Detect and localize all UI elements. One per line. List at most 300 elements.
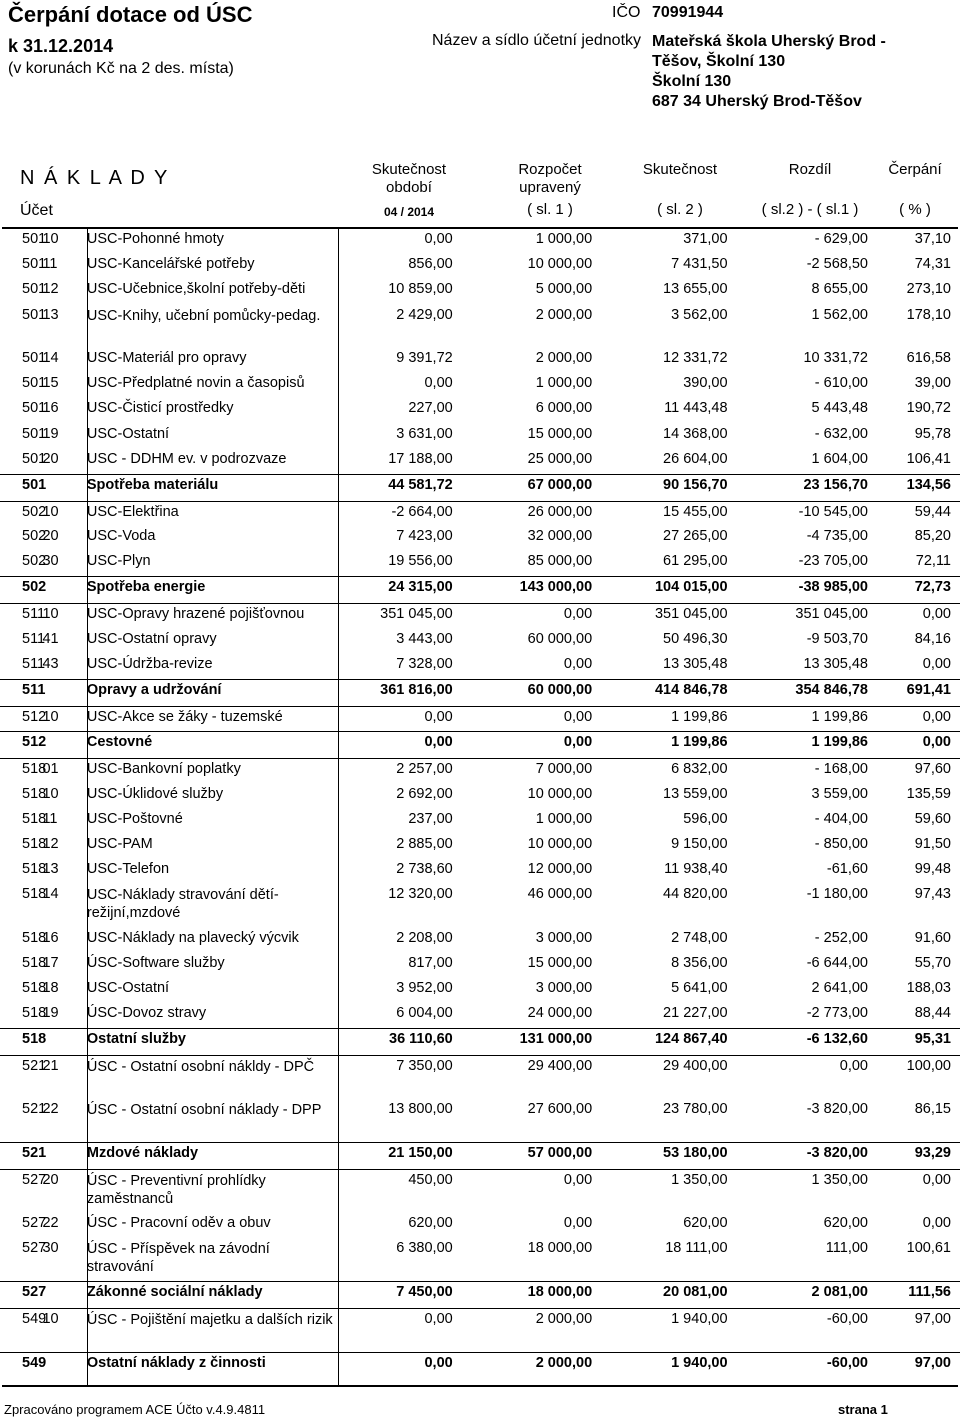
table-row xyxy=(0,1170,960,1214)
percent-value: 97,00 xyxy=(914,1311,951,1328)
actual-period-value: 19 556,00 xyxy=(388,553,453,570)
percent-value: 97,00 xyxy=(914,1354,951,1371)
percent-value: 0,00 xyxy=(922,655,951,672)
account-analytic: 11 xyxy=(42,256,58,273)
account-analytic: 12 xyxy=(42,281,59,298)
percent-value: 74,31 xyxy=(914,256,951,273)
col2-header-line1: Rozpočet xyxy=(518,161,582,178)
percent-value: 100,61 xyxy=(906,1240,951,1257)
difference-value: 111,00 xyxy=(825,1240,868,1257)
account-synthetic: 501 xyxy=(22,281,47,298)
difference-value: -38 985,00 xyxy=(798,579,868,596)
percent-value: 72,11 xyxy=(915,553,951,570)
actual-value: 27 265,00 xyxy=(663,528,728,545)
actual-period-value: 12 320,00 xyxy=(388,886,453,903)
table-row xyxy=(0,279,960,304)
table-row xyxy=(0,1213,960,1238)
actual-value: 6 832,00 xyxy=(671,760,728,777)
actual-value: 104 015,00 xyxy=(654,579,728,596)
table-row xyxy=(0,254,960,279)
account-analytic: 13 xyxy=(42,306,59,323)
budget-value: 1 000,00 xyxy=(535,810,593,827)
account-synthetic: 527 xyxy=(22,1284,47,1301)
budget-value: 46 000,00 xyxy=(527,886,593,903)
difference-value: -60,00 xyxy=(826,1354,868,1371)
actual-value: 1 199,86 xyxy=(671,733,728,750)
percent-value: 95,31 xyxy=(914,1031,951,1047)
difference-value: - 632,00 xyxy=(814,425,868,442)
difference-value: - 629,00 xyxy=(814,231,868,247)
actual-period-value: 2 429,00 xyxy=(396,306,453,323)
difference-value: 10 331,72 xyxy=(803,350,868,367)
difference-value: -2 773,00 xyxy=(806,1005,868,1022)
actual-value: 12 331,72 xyxy=(663,350,728,367)
footer-program: Zpracováno programem ACE Účto v.4.9.4811 xyxy=(4,1402,266,1417)
account-synthetic: 518 xyxy=(22,835,47,852)
difference-value: -61,60 xyxy=(826,861,868,878)
budget-value: 1 000,00 xyxy=(535,231,593,247)
account-analytic xyxy=(42,474,86,501)
budget-value: 24 000,00 xyxy=(527,1005,593,1022)
account-analytic: 19 xyxy=(42,1005,59,1022)
account-analytic: 14 xyxy=(42,350,59,367)
actual-period-value: 6 004,00 xyxy=(396,1005,453,1022)
difference-value: -10 545,00 xyxy=(798,503,868,520)
difference-value: - 168,00 xyxy=(814,760,868,777)
percent-value: 97,60 xyxy=(914,760,951,777)
table-row xyxy=(0,1003,960,1028)
difference-value: -9 503,70 xyxy=(806,630,868,647)
actual-value: 26 604,00 xyxy=(663,450,728,467)
account-synthetic: 511 xyxy=(22,681,46,698)
account-analytic: 20 xyxy=(42,528,59,545)
budget-value: 25 000,00 xyxy=(527,450,593,467)
budget-value: 85 000,00 xyxy=(527,553,593,570)
account-synthetic: 549 xyxy=(22,1311,47,1328)
org-address xyxy=(652,32,886,112)
actual-value: 11 938,40 xyxy=(664,861,728,878)
percent-value: 72,73 xyxy=(914,579,951,596)
account-analytic: 16 xyxy=(42,400,59,417)
subtotal-row xyxy=(0,1029,960,1056)
subtotal-row xyxy=(0,577,960,604)
actual-period-value: 0,00 xyxy=(424,733,453,750)
account-synthetic: 511 xyxy=(22,630,46,647)
difference-value: 2 641,00 xyxy=(811,980,868,997)
account-name: USC-PAM xyxy=(86,835,153,852)
units-note: (v korunách Kč na 2 des. místa) xyxy=(8,60,234,77)
actual-value: 1 199,86 xyxy=(671,708,728,725)
account-analytic: 30 xyxy=(42,553,59,570)
cost-table xyxy=(0,229,960,1379)
table-row xyxy=(0,706,960,731)
difference-value: 354 846,78 xyxy=(795,681,868,698)
account-analytic: 22 xyxy=(42,1215,59,1231)
difference-value: 5 443,48 xyxy=(811,400,868,417)
org-line: Školní 130 xyxy=(652,73,732,90)
difference-value: -3 820,00 xyxy=(806,1101,868,1117)
account-name: Cestovné xyxy=(86,733,153,750)
actual-period-value: 7 423,00 xyxy=(396,528,453,545)
table-row xyxy=(0,501,960,526)
account-synthetic: 518 xyxy=(22,929,47,946)
budget-value: 3 000,00 xyxy=(535,980,593,997)
account-analytic: 13 xyxy=(42,861,59,878)
difference-value: -1 180,00 xyxy=(806,886,868,903)
account-name: Ostatní náklady z činnosti xyxy=(86,1354,266,1371)
account-analytic: 30 xyxy=(42,1240,59,1257)
difference-value: -6 132,60 xyxy=(806,1031,868,1047)
actual-value: 61 295,00 xyxy=(663,553,728,570)
percent-value: 135,59 xyxy=(906,785,951,802)
actual-period-value: 2 692,00 xyxy=(396,785,453,802)
percent-value: 85,20 xyxy=(914,528,951,545)
org-line: 687 34 Uherský Brod-Těšov xyxy=(652,93,862,110)
account-name: USC-Učebnice,školní potřeby-děti xyxy=(86,281,306,298)
actual-period-value: 3 443,00 xyxy=(396,630,453,647)
account-synthetic: 518 xyxy=(22,954,47,971)
col4-header xyxy=(745,161,875,219)
percent-value: 178,10 xyxy=(906,306,951,323)
percent-value: 88,44 xyxy=(914,1005,951,1022)
actual-value: 29 400,00 xyxy=(663,1058,728,1074)
budget-value: 15 000,00 xyxy=(527,425,593,442)
account-synthetic: 518 xyxy=(22,980,47,997)
actual-period-value: 856,00 xyxy=(408,256,453,273)
actual-value: 23 780,00 xyxy=(663,1101,728,1117)
actual-period-value: 2 208,00 xyxy=(396,929,453,946)
percent-value: 111,56 xyxy=(908,1284,951,1301)
account-synthetic: 518 xyxy=(22,1031,47,1047)
account-name: USC-Kancelářské potřeby xyxy=(86,256,255,273)
actual-value: 11 443,48 xyxy=(664,400,728,417)
difference-value: 13 305,48 xyxy=(803,655,868,672)
difference-value: -6 644,00 xyxy=(806,954,868,971)
account-analytic: 20 xyxy=(42,1172,59,1188)
account-synthetic: 511 xyxy=(22,655,46,672)
percent-value: 59,44 xyxy=(914,503,951,520)
account-synthetic: 501 xyxy=(22,306,47,323)
actual-period-value: 3 631,00 xyxy=(396,425,453,442)
actual-value: 1 940,00 xyxy=(671,1354,728,1371)
account-synthetic: 502 xyxy=(22,503,47,520)
section-heading: N Á K L A D Y xyxy=(20,167,170,189)
account-analytic: 10 xyxy=(42,1311,59,1328)
budget-value: 0,00 xyxy=(563,606,593,623)
percent-value: 39,00 xyxy=(914,375,951,392)
account-name: USC-Čisticí prostředky xyxy=(86,400,234,417)
difference-value: 351 045,00 xyxy=(795,606,868,623)
account-analytic xyxy=(42,1029,86,1056)
actual-value: 53 180,00 xyxy=(663,1145,728,1161)
actual-value: 13 305,48 xyxy=(663,655,728,672)
account-analytic: 10 xyxy=(42,708,59,725)
percent-value: 100,00 xyxy=(906,1058,951,1074)
account-analytic: 10 xyxy=(42,785,59,802)
difference-value: 3 559,00 xyxy=(811,785,868,802)
budget-value: 67 000,00 xyxy=(527,476,593,493)
actual-value: 1 350,00 xyxy=(671,1172,728,1188)
budget-value: 10 000,00 xyxy=(527,785,593,802)
col4-sub: ( sl.2 ) - ( sl.1 ) xyxy=(761,201,859,218)
difference-value: 1 604,00 xyxy=(811,450,868,467)
account-name: USC-Materiál pro opravy xyxy=(86,350,247,367)
budget-value: 29 400,00 xyxy=(527,1058,593,1074)
actual-period-value: 237,00 xyxy=(408,810,453,827)
account-name: USC-Plyn xyxy=(86,553,151,570)
table-row xyxy=(0,348,960,373)
account-name: Opravy a udržování xyxy=(86,681,222,698)
actual-value: 596,00 xyxy=(683,810,728,827)
table-bottom-rule xyxy=(2,1385,958,1387)
difference-value: -60,00 xyxy=(826,1311,868,1328)
account-synthetic: 518 xyxy=(22,760,47,777)
difference-value: 620,00 xyxy=(823,1215,868,1231)
actual-value: 390,00 xyxy=(683,375,728,392)
account-synthetic: 518 xyxy=(22,861,47,878)
budget-value: 2 000,00 xyxy=(535,1354,593,1371)
percent-value: 616,58 xyxy=(906,350,951,367)
account-name: USC-Elektřina xyxy=(86,503,179,520)
percent-value: 188,03 xyxy=(906,980,951,997)
budget-value: 10 000,00 xyxy=(527,835,593,852)
account-name: ÚSC - Příspěvek na závodní stravování xyxy=(86,1241,270,1276)
budget-value: 7 000,00 xyxy=(535,760,593,777)
account-synthetic: 501 xyxy=(22,350,47,367)
actual-period-value: 17 188,00 xyxy=(388,450,453,467)
actual-value: 21 227,00 xyxy=(663,1005,728,1022)
account-synthetic: 518 xyxy=(22,886,47,903)
col3-sub: ( sl. 2 ) xyxy=(657,201,703,218)
col5-header-line1: Čerpání xyxy=(888,161,942,178)
budget-value: 27 600,00 xyxy=(527,1101,593,1117)
account-synthetic: 502 xyxy=(22,553,47,570)
account-synthetic: 521 xyxy=(22,1101,47,1117)
difference-value: - 610,00 xyxy=(814,375,868,392)
actual-period-value: 9 391,72 xyxy=(396,350,453,367)
account-synthetic: 501 xyxy=(22,256,47,273)
account-name: USC-Úklidové služby xyxy=(86,785,224,802)
actual-period-value: 620,00 xyxy=(408,1215,453,1231)
account-name: USC-Ostatní opravy xyxy=(86,630,217,647)
table-row xyxy=(0,978,960,1003)
account-analytic: 12 xyxy=(42,835,59,852)
table-row xyxy=(0,424,960,449)
account-synthetic: 512 xyxy=(22,733,47,750)
table-row xyxy=(0,604,960,629)
account-synthetic: 501 xyxy=(22,400,47,417)
account-analytic: 10 xyxy=(42,606,59,623)
account-synthetic: 521 xyxy=(22,1145,47,1161)
account-analytic xyxy=(42,731,86,758)
budget-value: 0,00 xyxy=(563,1172,593,1188)
table-row xyxy=(0,229,960,254)
actual-value: 3 562,00 xyxy=(671,306,728,323)
document-title: Čerpání dotace od ÚSC xyxy=(8,2,253,27)
actual-period-value: 2 257,00 xyxy=(396,760,453,777)
table-row xyxy=(0,758,960,783)
account-name: ÚSC - Pojištění majetku a dalších rizik xyxy=(86,1312,333,1329)
actual-period-value: 7 450,00 xyxy=(396,1284,453,1301)
actual-value: 620,00 xyxy=(683,1215,728,1231)
difference-value: 0,00 xyxy=(839,1058,868,1074)
budget-value: 26 000,00 xyxy=(527,503,593,520)
table-row xyxy=(0,784,960,809)
page-number: strana 1 xyxy=(838,1402,888,1417)
account-name: Mzdové náklady xyxy=(86,1145,199,1161)
table-row xyxy=(0,449,960,474)
account-column-header: Účet xyxy=(20,202,53,219)
actual-value: 5 641,00 xyxy=(671,980,728,997)
percent-value: 273,10 xyxy=(906,281,951,298)
budget-value: 0,00 xyxy=(563,733,593,750)
table-row xyxy=(0,884,960,928)
actual-value: 44 820,00 xyxy=(663,886,728,903)
account-analytic: 22 xyxy=(42,1101,59,1117)
subtotal-row xyxy=(0,1352,960,1379)
percent-value: 37,10 xyxy=(914,231,951,247)
budget-value: 143 000,00 xyxy=(519,579,593,596)
subtotal-row xyxy=(0,731,960,758)
budget-value: 12 000,00 xyxy=(527,861,593,878)
percent-value: 0,00 xyxy=(922,606,951,623)
col5-sub: ( % ) xyxy=(899,201,931,218)
percent-value: 0,00 xyxy=(922,1215,951,1231)
actual-period-value: 227,00 xyxy=(408,400,453,417)
table-row xyxy=(0,809,960,834)
account-name: ÚSC - Preventivní prohlídky zaměstnanců xyxy=(86,1173,266,1207)
actual-period-value: 7 350,00 xyxy=(396,1058,453,1074)
account-synthetic: 511 xyxy=(22,606,46,623)
percent-value: 59,60 xyxy=(914,810,951,827)
account-analytic: 17 xyxy=(42,954,59,971)
account-synthetic: 527 xyxy=(22,1215,47,1231)
report-date: k 31.12.2014 xyxy=(8,36,114,56)
account-name: ÚSC - Pracovní oděv a obuv xyxy=(86,1215,271,1231)
account-analytic: 01 xyxy=(42,760,59,777)
account-name: USC-Náklady stravování dětí-režijní,mzdové xyxy=(86,887,279,922)
account-name: Ostatní služby xyxy=(86,1031,186,1047)
account-analytic: 19 xyxy=(42,425,59,442)
difference-value: - 252,00 xyxy=(814,929,868,946)
org-line: Těšov, Školní 130 xyxy=(652,53,786,70)
actual-period-value: 7 328,00 xyxy=(396,655,453,672)
account-name: USC-Ostatní xyxy=(86,980,170,997)
actual-period-value: 0,00 xyxy=(424,1311,453,1328)
actual-period-value: 10 859,00 xyxy=(388,281,453,298)
account-name: USC - DDHM ev. v podrozvaze xyxy=(86,450,287,467)
cost-table-body xyxy=(0,229,960,1379)
account-synthetic: 501 xyxy=(22,375,47,392)
account-synthetic: 518 xyxy=(22,785,47,802)
budget-value: 2 000,00 xyxy=(535,306,593,323)
account-analytic: 11 xyxy=(42,810,58,827)
col3-header xyxy=(610,161,750,219)
percent-value: 190,72 xyxy=(906,400,951,417)
account-analytic: 20 xyxy=(42,450,59,467)
difference-value: 1 199,86 xyxy=(811,708,868,725)
budget-value: 57 000,00 xyxy=(527,1145,593,1161)
budget-value: 1 000,00 xyxy=(535,375,593,392)
actual-value: 18 111,00 xyxy=(665,1240,728,1257)
account-name: USC-Náklady na plavecký výcvik xyxy=(86,929,299,946)
account-name: ÚSC - Ostatní osobní náklady - DPP xyxy=(86,1102,322,1118)
subtotal-row xyxy=(0,1282,960,1309)
actual-value: 9 150,00 xyxy=(671,835,728,852)
col3-header-line1: Skutečnost xyxy=(642,161,718,178)
actual-value: 15 455,00 xyxy=(663,503,728,520)
difference-value: 1 350,00 xyxy=(811,1172,868,1188)
difference-value: -3 820,00 xyxy=(806,1145,868,1161)
account-name: USC-Ostatní xyxy=(86,425,170,442)
table-row xyxy=(0,928,960,953)
actual-value: 1 940,00 xyxy=(671,1311,728,1328)
actual-period-value: 13 800,00 xyxy=(388,1101,453,1117)
col2-header-line2: upravený xyxy=(519,179,581,196)
actual-period-value: 24 315,00 xyxy=(388,579,453,596)
account-synthetic: 502 xyxy=(22,528,47,545)
actual-period-value: 2 738,60 xyxy=(396,861,453,878)
account-name: USC-Údržba-revize xyxy=(86,655,213,672)
table-row xyxy=(0,859,960,884)
subtotal-row xyxy=(0,1143,960,1170)
ico-value: 70991944 xyxy=(652,4,724,21)
budget-value: 18 000,00 xyxy=(527,1284,593,1301)
col1-header xyxy=(344,161,474,221)
account-name: Spotřeba energie xyxy=(86,579,206,596)
actual-value: 414 846,78 xyxy=(654,681,728,698)
col2-header xyxy=(480,161,620,219)
actual-period-value: 0,00 xyxy=(424,708,453,725)
account-synthetic: 518 xyxy=(22,1005,47,1022)
table-row xyxy=(0,1309,960,1353)
percent-value: 106,41 xyxy=(906,450,951,467)
account-name: USC-Opravy hrazené pojišťovnou xyxy=(86,606,305,623)
difference-value: 1 562,00 xyxy=(811,306,868,323)
actual-period-value: 0,00 xyxy=(424,1354,453,1371)
actual-value: 50 496,30 xyxy=(663,630,728,647)
budget-value: 3 000,00 xyxy=(535,929,593,946)
table-row xyxy=(0,551,960,576)
account-name: USC-Knihy, učební pomůcky-pedag. xyxy=(86,307,321,324)
account-name: USC-Bankovní poplatky xyxy=(86,760,241,777)
actual-period-value: 6 380,00 xyxy=(396,1240,453,1257)
difference-value: 2 081,00 xyxy=(811,1284,868,1301)
table-row xyxy=(0,629,960,654)
difference-value: -2 568,50 xyxy=(806,256,868,273)
account-name: Spotřeba materiálu xyxy=(86,476,219,493)
account-analytic xyxy=(42,1352,86,1379)
actual-value: 7 431,50 xyxy=(671,256,728,273)
actual-value: 90 156,70 xyxy=(663,476,728,493)
difference-value: -23 705,00 xyxy=(798,553,868,570)
col1-header-line2: období xyxy=(386,179,432,196)
account-name: USC-Akce se žáky - tuzemské xyxy=(86,708,283,725)
org-line: Mateřská škola Uherský Brod - xyxy=(652,33,886,50)
percent-value: 91,50 xyxy=(914,835,951,852)
table-row xyxy=(0,953,960,978)
percent-value: 97,43 xyxy=(914,886,951,903)
budget-value: 6 000,00 xyxy=(535,400,593,417)
subtotal-row xyxy=(0,474,960,501)
actual-period-value: 817,00 xyxy=(408,954,453,971)
account-name: ÚSC - Ostatní osobní nákldy - DPČ xyxy=(86,1059,315,1075)
percent-value: 95,78 xyxy=(914,425,951,442)
account-synthetic: 527 xyxy=(22,1240,47,1257)
account-name: USC-Předplatné novin a časopisů xyxy=(86,375,305,392)
account-analytic xyxy=(42,1282,86,1309)
percent-value: 134,56 xyxy=(906,476,951,493)
